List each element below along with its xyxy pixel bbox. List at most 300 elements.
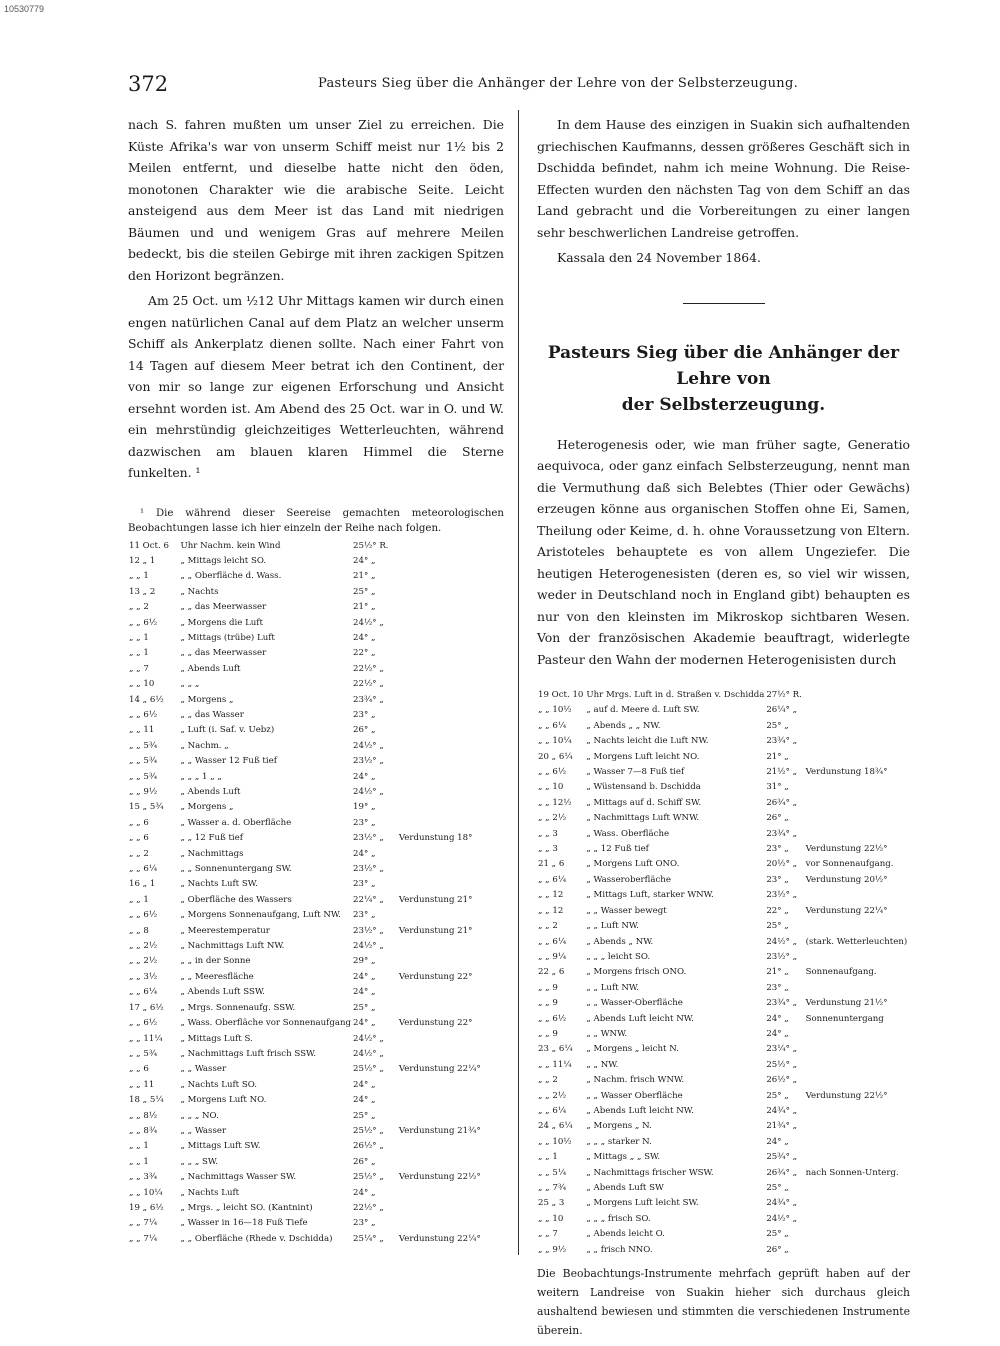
- table-cell: „ „ 8½: [129, 1110, 158, 1121]
- table-row: [128, 539, 504, 554]
- table-row: [128, 631, 504, 646]
- table-cell: [398, 708, 504, 723]
- table-cell: 23¾° „: [766, 736, 798, 747]
- table-row: [537, 1104, 910, 1119]
- table-cell: [398, 939, 504, 954]
- table-cell: „ Nachmittags Wasser SW.: [180, 1172, 297, 1183]
- table-row: [537, 950, 910, 965]
- table-row: [128, 770, 504, 785]
- table-cell: „ Morgens frisch ONO.: [586, 967, 687, 978]
- table-cell: 15 „ 5¾: [129, 802, 164, 813]
- table-cell: „ „ 6: [129, 1064, 149, 1075]
- table-cell: „ „ 6½: [129, 617, 158, 628]
- archive-stamp: 10530779: [4, 4, 45, 14]
- table-cell: „ „ Wasser Oberfläche: [586, 1090, 683, 1101]
- table-cell: [398, 539, 504, 554]
- table-cell: „ Mittags auf d. Schiff SW.: [586, 797, 702, 808]
- table-cell: 24¾° „: [766, 1105, 798, 1116]
- table-cell: 13 „ 2: [129, 586, 156, 597]
- table-cell: 24½° „: [353, 617, 384, 628]
- table-row: [128, 893, 504, 908]
- table-cell: 26° „: [353, 1156, 376, 1167]
- table-row: [128, 1078, 504, 1093]
- table-cell: [398, 723, 504, 738]
- left-column: [128, 114, 504, 1247]
- table-cell: „ „ 7¼: [129, 1218, 158, 1229]
- table-cell: „ Mittags Luft, starker WNW.: [586, 890, 714, 901]
- table-cell: „ Abends „ „ NW.: [586, 720, 661, 731]
- table-row: [128, 816, 504, 831]
- table-cell: „ Abends Luft leicht NW.: [586, 1105, 694, 1116]
- table-cell: „ „ „: [180, 679, 200, 690]
- table-cell: 22° „: [353, 648, 376, 659]
- table-row: [128, 1155, 504, 1170]
- table-cell: „ „ 1: [129, 1156, 149, 1167]
- table-row: [537, 857, 910, 872]
- table-cell: 24° „: [766, 1013, 789, 1024]
- table-cell: 25¼° „: [353, 1233, 384, 1244]
- table-cell: Uhr Mrgs. Luft in d. Straßen v. Dschidda: [586, 690, 765, 700]
- table-cell: „ „ „ starker N.: [586, 1136, 652, 1147]
- table-cell: 26¼° „: [766, 705, 798, 716]
- table-row: [128, 1016, 504, 1031]
- table-cell: 25 „ 3: [538, 1198, 565, 1209]
- table-cell: 23¾° „: [766, 998, 798, 1009]
- table-cell: „ „ Wasser: [180, 1064, 227, 1075]
- table-cell: „ „ 6½: [129, 910, 158, 921]
- table-cell: „ „ 3¾: [129, 1172, 158, 1183]
- section-rule: [683, 303, 765, 304]
- table-cell: [805, 1058, 910, 1073]
- table-cell: [805, 750, 910, 765]
- table-cell: 24½° „: [353, 787, 384, 797]
- table-row: [128, 862, 504, 877]
- table-cell: 12 „ 1: [129, 555, 156, 566]
- table-row: [537, 811, 910, 826]
- table-cell: [805, 703, 910, 718]
- table-cell: „ Meerestemperatur: [180, 925, 270, 936]
- table-cell: [398, 877, 504, 892]
- table-cell: [398, 616, 504, 631]
- table-cell: Verdunstung 21°: [398, 925, 473, 936]
- table-cell: „ „ Wasser 12 Fuß tief: [180, 756, 277, 767]
- table-cell: „ „ 1: [129, 648, 149, 659]
- footnote-intro: ¹ Die während dieser Seereise gemachten meteorologischen Beobachtungen lasse ich hier einzeln der Reihe nach folgen.: [128, 507, 504, 534]
- table-cell: „ „ Oberfläche (Rhede v. Dschidda): [180, 1233, 333, 1244]
- table-row: [537, 765, 910, 780]
- table-cell: [805, 734, 910, 749]
- table-cell: 24° „: [353, 1079, 376, 1090]
- table-cell: „ „ 1: [129, 1141, 149, 1152]
- table-cell: Sonnenuntergang: [805, 1013, 884, 1024]
- table-row: [128, 970, 504, 985]
- table-row: [128, 677, 504, 692]
- table-cell: „ „ WNW.: [586, 1028, 628, 1039]
- table-cell: „ Mrgs. Sonnenaufg. SSW.: [180, 1002, 296, 1013]
- table-cell: [805, 1243, 910, 1258]
- table-cell: „ „ „ leicht SO.: [586, 951, 651, 962]
- table-cell: 23½° „: [766, 951, 798, 962]
- table-cell: [805, 796, 910, 811]
- table-cell: 24° „: [353, 848, 376, 859]
- table-row: [537, 703, 910, 718]
- table-cell: „ Morgens „: [180, 694, 234, 705]
- table-cell: „ Abends leicht O.: [586, 1229, 665, 1240]
- right-column: [537, 114, 910, 1340]
- table-cell: [805, 1212, 910, 1227]
- table-cell: „ „ 6¼: [538, 874, 567, 885]
- table-row: [537, 1027, 910, 1042]
- table-row: [537, 1119, 910, 1134]
- table-row: [128, 723, 504, 738]
- table-cell: Verdunstung 22¼°: [805, 905, 888, 916]
- table-cell: „ Abends Luft SSW.: [180, 987, 265, 998]
- table-row: [537, 750, 910, 765]
- table-row: [128, 1170, 504, 1185]
- running-title: Pasteurs Sieg über die Anhänger der Lehre von der Selbsterzeugung.: [318, 76, 799, 91]
- table-cell: Verdunstung 22½°: [398, 1172, 481, 1183]
- article-title-line-1: Pasteurs Sieg über die Anhänger der Lehre von: [547, 342, 900, 389]
- table-cell: 25° „: [766, 1229, 789, 1240]
- table-cell: „ „ 5¾: [129, 771, 158, 782]
- table-cell: „ Mrgs. „ leicht SO. (Kantnint): [180, 1202, 313, 1213]
- table-cell: 25° „: [766, 1183, 789, 1193]
- table-cell: 23° „: [353, 879, 376, 890]
- table-row: [128, 554, 504, 569]
- table-cell: „ „ 9: [538, 982, 558, 993]
- table-row: [537, 1089, 910, 1104]
- table-cell: „ „ 6½: [538, 1013, 567, 1024]
- table-cell: „ „ 11: [129, 725, 155, 736]
- table-cell: [398, 908, 504, 923]
- table-row: [537, 688, 910, 703]
- table-cell: 23° „: [353, 709, 376, 720]
- table-row: [537, 873, 910, 888]
- right-paragraph-1: In dem Hause des einzigen in Suakin sich aufhaltenden griechischen Kaufmanns, dessen größeres Geschäft sich in Dschidda befindet, nahm ich meine Wohnung. Die Reise-Effecten wurden den nächsten Tag von dem Schiff an das Land gebracht und die Vorbereitungen zu einer langen sehr beschwerlichen Landreise getroffen.: [537, 117, 910, 240]
- table-row: [128, 1047, 504, 1062]
- table-row: [537, 827, 910, 842]
- table-row: [128, 847, 504, 862]
- table-row: [128, 1001, 504, 1016]
- table-cell: vor Sonnenaufgang.: [805, 859, 894, 870]
- table-row: [537, 904, 910, 919]
- table-cell: „ „ 5¾: [129, 740, 158, 751]
- table-row: [537, 1012, 910, 1027]
- table-cell: „ Nachmittags Luft frisch SSW.: [180, 1048, 317, 1059]
- table-cell: 11 Oct. 6: [129, 540, 169, 551]
- table-cell: 25° „: [766, 720, 789, 731]
- table-row: [128, 569, 504, 584]
- table-cell: „ Oberfläche des Wassers: [180, 894, 292, 905]
- table-cell: 19° „: [353, 802, 376, 813]
- table-cell: 25° „: [353, 1110, 376, 1121]
- table-cell: „ „ 3: [538, 844, 558, 855]
- table-cell: [805, 1027, 910, 1042]
- table-cell: „ Wass. Oberfläche: [586, 828, 670, 839]
- table-cell: „ Mittags Luft S.: [180, 1033, 253, 1044]
- table-cell: „ Wass. Oberfläche vor Sonnenaufgang: [180, 1018, 352, 1029]
- table-cell: [398, 585, 504, 600]
- table-cell: „ „ 2½: [538, 1090, 567, 1101]
- table-cell: „ Wüstensand b. Dschidda: [586, 782, 701, 793]
- table-cell: 22½° „: [353, 1202, 384, 1213]
- table-cell: 24½° „: [353, 1048, 384, 1059]
- table-cell: „ „ Meeresfläche: [180, 971, 254, 982]
- table-row: [537, 1150, 910, 1165]
- table-cell: 22½° „: [353, 679, 384, 690]
- table-cell: 23½° „: [353, 833, 384, 844]
- table-cell: „ „ das Wasser: [180, 709, 244, 720]
- table-row: [128, 693, 504, 708]
- table-cell: „ „ 3½: [129, 971, 158, 982]
- table-cell: 25½° R.: [353, 540, 389, 551]
- observation-table-right: [537, 688, 910, 1258]
- table-cell: „ Wasser 7—8 Fuß tief: [586, 767, 685, 778]
- table-cell: 25° „: [766, 1090, 789, 1101]
- table-cell: Verdunstung 22½°: [805, 844, 888, 855]
- table-cell: 25½° „: [353, 1125, 384, 1136]
- table-cell: „ „ 9¼: [538, 951, 567, 962]
- table-cell: „ Mittags leicht SO.: [180, 555, 267, 566]
- table-cell: [398, 569, 504, 584]
- table-cell: [805, 1073, 910, 1088]
- table-row: [537, 935, 910, 950]
- table-cell: „ „ 2½: [129, 941, 158, 952]
- table-cell: [398, 1216, 504, 1231]
- table-cell: [805, 981, 910, 996]
- table-cell: „ „ Sonnenuntergang SW.: [180, 864, 292, 875]
- table-cell: „ Morgens Luft leicht SW.: [586, 1198, 699, 1209]
- table-cell: 26½° „: [353, 1141, 384, 1152]
- table-cell: „ „ 7: [538, 1229, 558, 1240]
- table-row: [128, 939, 504, 954]
- table-cell: „ „ NW.: [586, 1059, 619, 1070]
- table-cell: „ „ 9: [538, 1028, 558, 1039]
- table-cell: „ „ 11¼: [129, 1033, 163, 1044]
- table-cell: „ „ 7¼: [129, 1233, 158, 1244]
- table-cell: „ Nachts Luft SW.: [180, 879, 258, 890]
- table-cell: 25½° „: [353, 1172, 384, 1183]
- table-cell: „ „ 7¾: [538, 1183, 567, 1193]
- table-row: [537, 1227, 910, 1242]
- table-cell: „ Morgens „ leicht N.: [586, 1044, 679, 1055]
- table-cell: „ „ 1: [538, 1152, 558, 1163]
- table-cell: 24½° „: [766, 1213, 798, 1224]
- table-cell: 25° „: [353, 1002, 376, 1013]
- table-cell: „ Mittags „ „ SW.: [586, 1152, 661, 1163]
- table-cell: „ Morgens Luft ONO.: [586, 859, 680, 870]
- article-title-line-2: der Selbsterzeugung.: [621, 394, 826, 415]
- table-cell: 19 Oct. 10: [538, 690, 584, 700]
- table-cell: „ „ „ frisch SO.: [586, 1213, 651, 1224]
- table-cell: „ „ frisch NNO.: [586, 1244, 653, 1255]
- table-cell: 23¼° „: [766, 1044, 798, 1055]
- table-cell: 22¼° „: [353, 894, 384, 905]
- table-cell: 23¾° „: [353, 694, 384, 705]
- table-cell: 24½° „: [766, 936, 798, 947]
- table-cell: 21° „: [766, 967, 789, 978]
- table-cell: „ Nachts Luft SO.: [180, 1079, 258, 1090]
- table-cell: Verdunstung 22°: [398, 1018, 473, 1029]
- table-row: [128, 985, 504, 1000]
- table-cell: [398, 646, 504, 661]
- table-cell: 23½° „: [766, 890, 798, 901]
- table-row: [128, 1216, 504, 1231]
- table-cell: 20 „ 6¼: [538, 751, 573, 762]
- table-row: [128, 1032, 504, 1047]
- table-cell: „ Luft (i. Saf. v. Uebz): [180, 725, 275, 736]
- table-cell: 25¾° „: [766, 1152, 798, 1163]
- table-cell: [398, 816, 504, 831]
- table-row: [537, 1166, 910, 1181]
- table-cell: 21¾° „: [766, 1121, 798, 1132]
- table-row: [128, 1124, 504, 1139]
- table-cell: „ „ 6½: [538, 767, 567, 778]
- table-cell: [398, 1109, 504, 1124]
- table-cell: 24° „: [353, 1095, 376, 1106]
- table-row: [537, 1073, 910, 1088]
- table-row: [128, 708, 504, 723]
- table-cell: 25° „: [766, 921, 789, 932]
- table-cell: 24° „: [353, 555, 376, 566]
- table-row: [128, 646, 504, 661]
- table-cell: 23 „ 6¼: [538, 1044, 573, 1055]
- table-cell: [398, 600, 504, 615]
- table-cell: „ „ 10: [129, 679, 155, 690]
- table-cell: 24° „: [353, 632, 376, 643]
- table-cell: „ auf d. Meere d. Luft SW.: [586, 705, 700, 716]
- table-row: [128, 739, 504, 754]
- table-cell: „ Abends Luft SW: [586, 1183, 664, 1193]
- table-cell: „ Morgens die Luft: [180, 617, 263, 628]
- table-cell: [398, 693, 504, 708]
- table-cell: „ „ das Meerwasser: [180, 648, 267, 659]
- table-cell: 24 „ 6¼: [538, 1121, 573, 1132]
- table-cell: Verdunstung 22°: [398, 971, 473, 982]
- table-cell: „ „ 12 Fuß tief: [586, 844, 649, 855]
- table-cell: 24° „: [353, 1187, 376, 1198]
- table-row: [128, 1186, 504, 1201]
- table-cell: Sonnenaufgang.: [805, 967, 877, 978]
- table-cell: 24° „: [766, 1028, 789, 1039]
- table-row: [128, 1232, 504, 1247]
- table-cell: [805, 1227, 910, 1242]
- table-cell: 21° „: [353, 602, 376, 613]
- table-cell: „ „ 12: [538, 890, 564, 901]
- table-cell: 16 „ 1: [129, 879, 156, 890]
- table-cell: 26° „: [353, 725, 376, 736]
- closing-note: Die Beobachtungs-Instrumente mehrfach geprüft haben auf der weitern Landreise von Suakin hieher sich durchaus gleich aushaltend bewiesen und stimmten die verschiedenen Instrumente überein.: [537, 1267, 910, 1338]
- table-cell: [398, 739, 504, 754]
- table-cell: „ „ 7: [129, 663, 149, 674]
- table-cell: [398, 554, 504, 569]
- table-cell: „ „ 2: [538, 1075, 558, 1086]
- table-cell: Verdunstung 20½°: [805, 874, 888, 885]
- left-paragraph-2: Am 25 Oct. um ½12 Uhr Mittags kamen wir durch einen engen natürlichen Canal auf dem Platz an welcher unserm Schiff als Ankerplatz dienen sollte. Nach einer Fahrt von 14 Tagen auf diesem Meer betrat ich den Continent, der von mir so lange zur eigenen Erforschung und Ansicht ersehnt worden ist. Am Abend des 25 Oct. war in O. und W. ein mehrstündig gleichzeitiges Wetterleuchten, während dazwischen am blauen klaren Himmel die Sterne funkelten. ¹: [128, 293, 504, 480]
- table-cell: [805, 1104, 910, 1119]
- table-cell: [805, 780, 910, 795]
- table-row: [128, 877, 504, 892]
- table-row: [537, 919, 910, 934]
- table-cell: 24° „: [766, 1136, 789, 1147]
- table-cell: [398, 1186, 504, 1201]
- table-cell: [805, 919, 910, 934]
- table-cell: [398, 662, 504, 677]
- table-cell: 24½° „: [353, 941, 384, 952]
- table-cell: „ Nachts Luft: [180, 1187, 240, 1198]
- table-cell: 25½° „: [766, 1059, 798, 1070]
- table-cell: „ Nachmittags frischer WSW.: [586, 1167, 714, 1178]
- column-divider: [518, 110, 519, 1255]
- table-cell: 24½° „: [353, 1033, 384, 1044]
- table-cell: 24° „: [353, 987, 376, 998]
- table-cell: [805, 1196, 910, 1211]
- table-row: [537, 888, 910, 903]
- table-cell: „ Morgens Sonnenaufgang, Luft NW.: [180, 910, 341, 921]
- table-cell: (stark. Wetterleuchten): [805, 936, 908, 947]
- table-cell: „ „ 10½: [538, 705, 572, 716]
- table-cell: „ „ 6: [129, 817, 149, 828]
- table-cell: „ „ das Meerwasser: [180, 602, 267, 613]
- table-cell: 21° „: [766, 751, 789, 762]
- table-cell: 23° „: [766, 874, 789, 885]
- table-cell: 22½° „: [353, 663, 384, 674]
- table-cell: [805, 827, 910, 842]
- table-cell: „ Abends „ NW.: [586, 936, 654, 947]
- table-cell: „ „ 2: [129, 848, 149, 859]
- table-row: [128, 831, 504, 846]
- table-cell: „ „ „ NO.: [180, 1110, 219, 1121]
- table-cell: „ Nachmittags: [180, 848, 244, 859]
- table-cell: 26° „: [766, 813, 789, 824]
- table-cell: „ „ Wasser bewegt: [586, 905, 667, 916]
- table-cell: „ „ 10¼: [538, 736, 572, 747]
- table-cell: „ „ 5¾: [129, 756, 158, 767]
- table-cell: „ Nachm. frisch WNW.: [586, 1075, 685, 1086]
- table-cell: [805, 719, 910, 734]
- table-cell: Verdunstung 21¾°: [398, 1125, 481, 1136]
- table-cell: 29° „: [353, 956, 376, 967]
- table-cell: [398, 1093, 504, 1108]
- table-cell: „ „ 9: [538, 998, 558, 1009]
- table-cell: 19 „ 6½: [129, 1202, 164, 1213]
- table-cell: „ Morgens Luft NO.: [180, 1095, 267, 1106]
- table-cell: 24° „: [353, 771, 376, 782]
- table-cell: „ „ 2: [129, 602, 149, 613]
- table-cell: „ „ 12½: [538, 797, 572, 808]
- table-row: [128, 1201, 504, 1216]
- table-cell: 20½° „: [766, 859, 798, 870]
- table-cell: [805, 888, 910, 903]
- table-cell: [398, 862, 504, 877]
- table-cell: „ „ 10¼: [129, 1187, 163, 1198]
- table-cell: 27½° R.: [766, 690, 802, 700]
- table-cell: 23° „: [353, 1218, 376, 1229]
- table-cell: [398, 1201, 504, 1216]
- table-cell: 21½° „: [766, 767, 798, 778]
- table-cell: „ „ 2½: [129, 956, 158, 967]
- table-cell: 25° „: [353, 586, 376, 597]
- table-row: [537, 1243, 910, 1258]
- table-row: [537, 780, 910, 795]
- table-cell: [398, 1001, 504, 1016]
- table-cell: [398, 631, 504, 646]
- table-cell: „ „ Wasser-Oberfläche: [586, 998, 683, 1009]
- table-cell: [398, 985, 504, 1000]
- table-cell: „ „ Luft NW.: [586, 921, 639, 932]
- table-cell: 24° „: [353, 971, 376, 982]
- table-row: [537, 1196, 910, 1211]
